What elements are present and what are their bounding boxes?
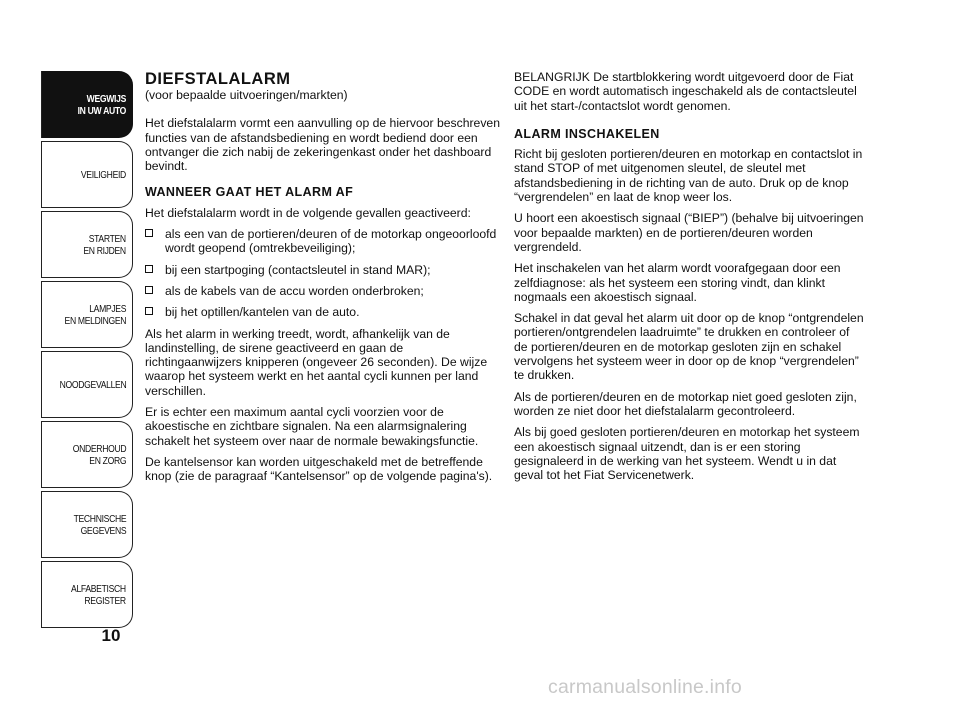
left-column (145, 70, 500, 491)
chapter-tabs (41, 71, 133, 631)
section-subtitle: (voor bepaalde uitvoeringen/markten) (145, 88, 348, 102)
list-item: bij het optillen/kantelen van de auto. (145, 305, 500, 319)
tab-label: STARTEN EN RIJDEN (83, 232, 126, 257)
section-title: DIEFSTALALARM (145, 70, 291, 88)
subheading-alarm-trigger: WANNEER GAAT HET ALARM AF (145, 185, 354, 200)
paragraph: Er is echter een maximum aantal cycli voorzien voor de akoestische en zichtbare signalen. Na een alarmsignalering schakelt het systeem over naar de normale bewakingsfunctie. (145, 405, 479, 448)
tab-wegwijs[interactable] (41, 71, 133, 138)
tab-label: LAMPJES EN MELDINGEN (64, 302, 126, 327)
tab-lampjes[interactable] (41, 281, 133, 348)
trigger-list (145, 227, 500, 319)
tab-label: ALFABETISCH REGISTER (71, 582, 126, 607)
watermark: carmanualsonline.info (548, 676, 742, 698)
subheading-alarm-activate: ALARM INSCHAKELEN (514, 126, 660, 141)
paragraph: Het inschakelen van het alarm wordt voorafgegaan door een zelfdiagnose: als het systeem een storing vindt, dan klinkt nogmaals een akoestisch signaal. (514, 261, 841, 304)
checkbox-bullet-icon (145, 286, 153, 294)
tab-label: NOODGEVALLEN (59, 378, 126, 391)
important-note: BELANGRIJK De startblokkering wordt uitgevoerd door de Fiat CODE en wordt automatisch ingeschakeld als de contactsleutel uit het start-/contactslot wordt genomen. (514, 70, 857, 113)
paragraph: Schakel in dat geval het alarm uit door op de knop “ontgrendelen portieren/ontgrendelen laadruimte” te drukken en controleer of de portieren/deuren en de motorkap gesloten zijn en schakel vervolgens het systeem weer in door op de knop “vergrendelen” te drukken. (514, 311, 864, 383)
tab-label: ONDERHOUD EN ZORG (72, 442, 126, 467)
paragraph: De kantelsensor kan worden uitgeschakeld met de betreffende knop (zie de paragraaf “Kantelsensor” op de volgende pagina's). (145, 454, 493, 484)
paragraph: U hoort een akoestisch signaal (“BIEP”) (behalve bij uitvoeringen voor bepaalde markten) en de portieren/deuren worden vergrendeld. (514, 211, 864, 254)
paragraph: Als de portieren/deuren en de motorkap niet goed gesloten zijn, worden ze niet door het diefstalalarm gecontroleerd. (514, 389, 857, 418)
checkbox-bullet-icon (145, 307, 153, 315)
checkbox-bullet-icon (145, 265, 153, 273)
tab-starten[interactable] (41, 211, 133, 278)
paragraph: Als bij goed gesloten portieren/deuren en motorkap het systeem een akoestisch signaal uitzendt, dan is er een storing gesignaleerd in de werking van het systeem. Wendt u in dat geval tot het Fiat Servicenetwerk. (514, 425, 860, 483)
intro-paragraph: Het diefstalalarm vormt een aanvulling op de hiervoor beschreven functies van de afstandsbediening en wordt bediend door een ontvanger die zich nabij de zekeringenkast onder het dashboard bevindt. (145, 116, 500, 174)
tab-label: TECHNISCHE GEGEVENS (73, 512, 126, 537)
tab-onderhoud[interactable] (41, 421, 133, 488)
list-item: als de kabels van de accu worden onderbroken; (145, 284, 500, 298)
list-intro: Het diefstalalarm wordt in de volgende gevallen geactiveerd: (145, 205, 471, 220)
tab-technische[interactable] (41, 491, 133, 558)
tab-label: VEILIGHEID (80, 168, 126, 181)
list-item: bij een startpoging (contactsleutel in stand MAR); (145, 263, 500, 277)
tab-veiligheid[interactable] (41, 141, 133, 208)
list-item: als een van de portieren/deuren of de motorkap ongeoorloofd wordt geopend (omtrekbeveiliging); (145, 227, 500, 256)
paragraph: Richt bij gesloten portieren/deuren en motorkap en contactslot in stand STOP of met uitgenomen sleutel, de sleutel met afstandsbediening in de richting van de auto. Druk op de knop “vergrendelen” en laat de knop weer los. (514, 147, 863, 205)
tab-register[interactable] (41, 561, 133, 628)
tab-noodgevallen[interactable] (41, 351, 133, 418)
tab-label: WEGWIJS IN UW AUTO (77, 92, 126, 117)
checkbox-bullet-icon (145, 229, 153, 237)
page-number: 10 (101, 626, 121, 645)
right-column (514, 70, 864, 489)
paragraph: Als het alarm in werking treedt, wordt, afhankelijk van de landinstelling, de sirene geactiveerd en gaan de richtingaanwijzers knipperen (ongeveer 26 seconden). De wijze waarop het systeem werkt en het aantal cycli kunnen per land verschillen. (145, 326, 488, 398)
